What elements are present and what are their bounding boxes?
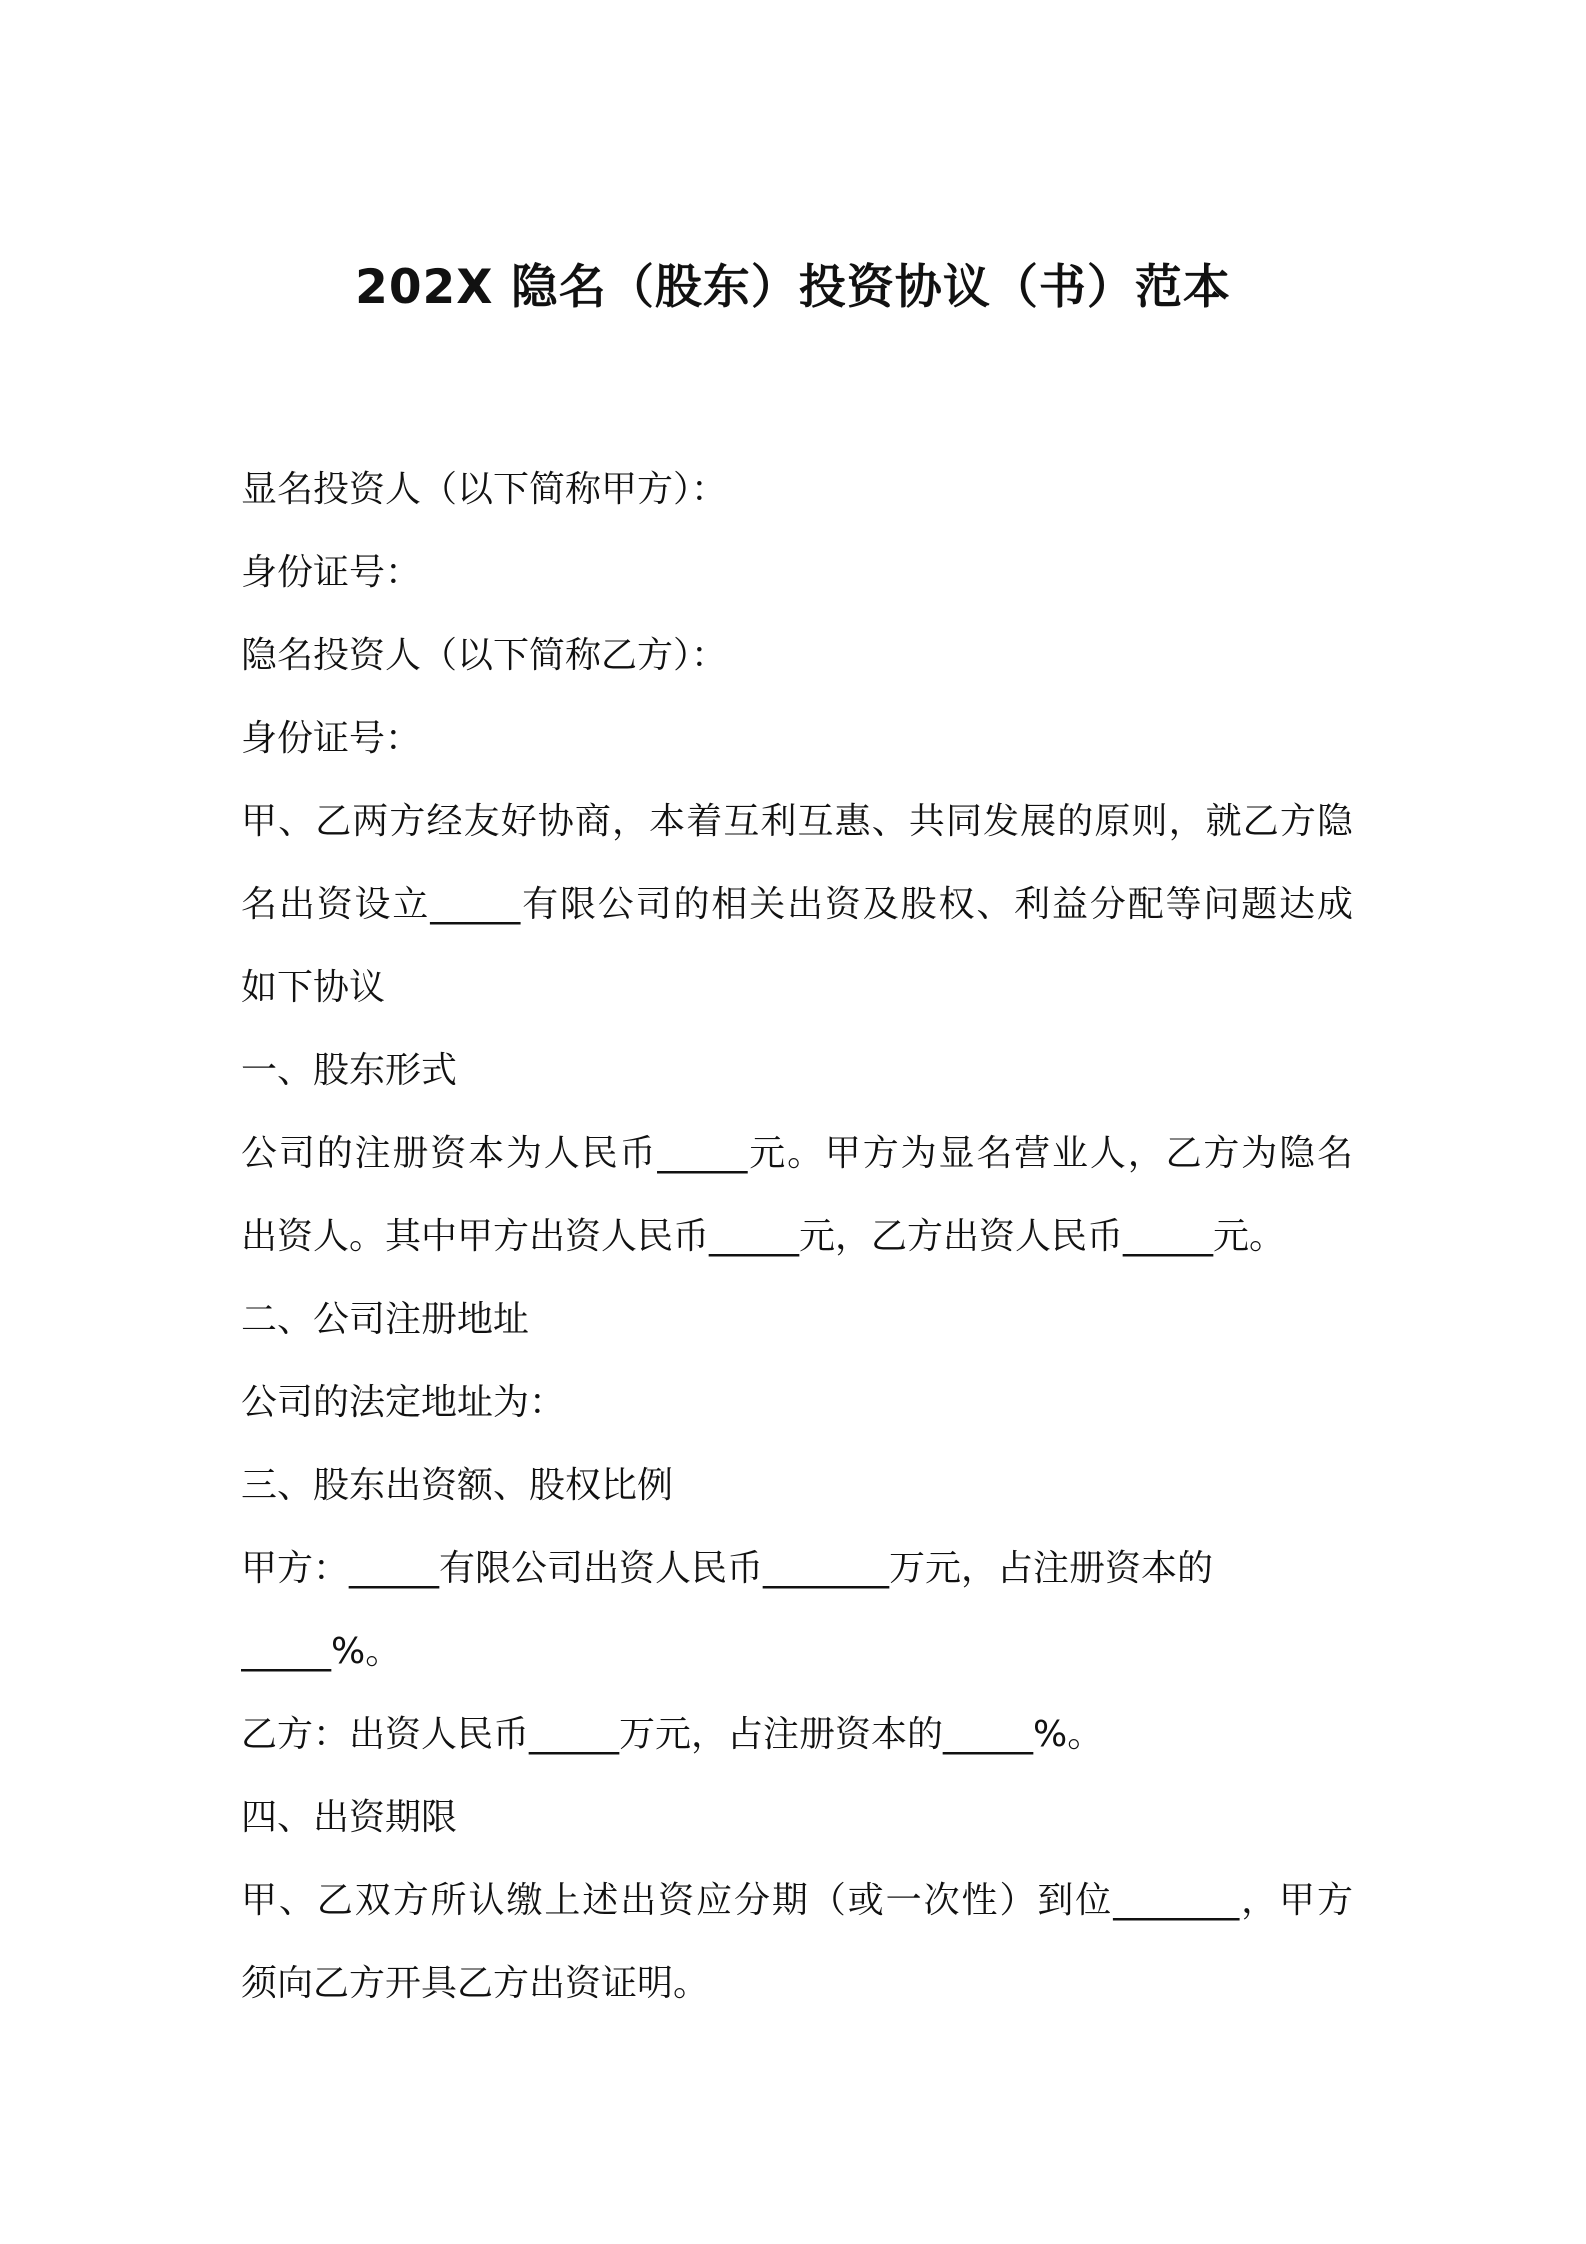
- line-section2-1: 公司的法定地址为：: [241, 1382, 566, 1423]
- section-heading-4: 四、出资期限: [241, 1797, 458, 1838]
- line-section3-3: 乙方：出资人民币_____万元，占注册资本的_____%。: [241, 1714, 1104, 1755]
- line-party-a-id: 身份证号：: [241, 552, 422, 593]
- document-body: [241, 448, 1353, 2025]
- line-section4-1: 甲、乙双方所认缴上述出资应分期（或一次性）到位_______，甲方: [241, 1880, 1353, 1921]
- line-section4-2: 须向乙方开具乙方出资证明。: [241, 1963, 710, 2004]
- line-section1-2: 出资人。其中甲方出资人民币_____元，乙方出资人民币_____元。: [241, 1216, 1286, 1257]
- line-party-a-label: 显名投资人（以下简称甲方）：: [241, 469, 728, 510]
- line-party-b-label: 隐名投资人（以下简称乙方）：: [241, 635, 728, 676]
- line-section3-1: 甲方：_____有限公司出资人民币_______万元，占注册资本的: [241, 1548, 1214, 1589]
- line-preamble-3: 如下协议: [241, 967, 386, 1008]
- line-section3-2: _____%。: [241, 1631, 402, 1672]
- line-section1-1: 公司的注册资本为人民币_____元。甲方为显名营业人，乙方为隐名: [241, 1133, 1353, 1174]
- line-preamble-1: 甲、乙两方经友好协商，本着互利互惠、共同发展的原则，就乙方隐: [241, 801, 1353, 842]
- document-title: 202X 隐名（股东）投资协议（书）范本: [355, 260, 1231, 315]
- section-heading-2: 二、公司注册地址: [241, 1299, 530, 1340]
- line-preamble-2: 名出资设立_____有限公司的相关出资及股权、利益分配等问题达成: [241, 884, 1353, 925]
- section-heading-3: 三、股东出资额、股权比例: [241, 1465, 674, 1506]
- line-party-b-id: 身份证号：: [241, 718, 422, 759]
- section-heading-1: 一、股东形式: [241, 1050, 458, 1091]
